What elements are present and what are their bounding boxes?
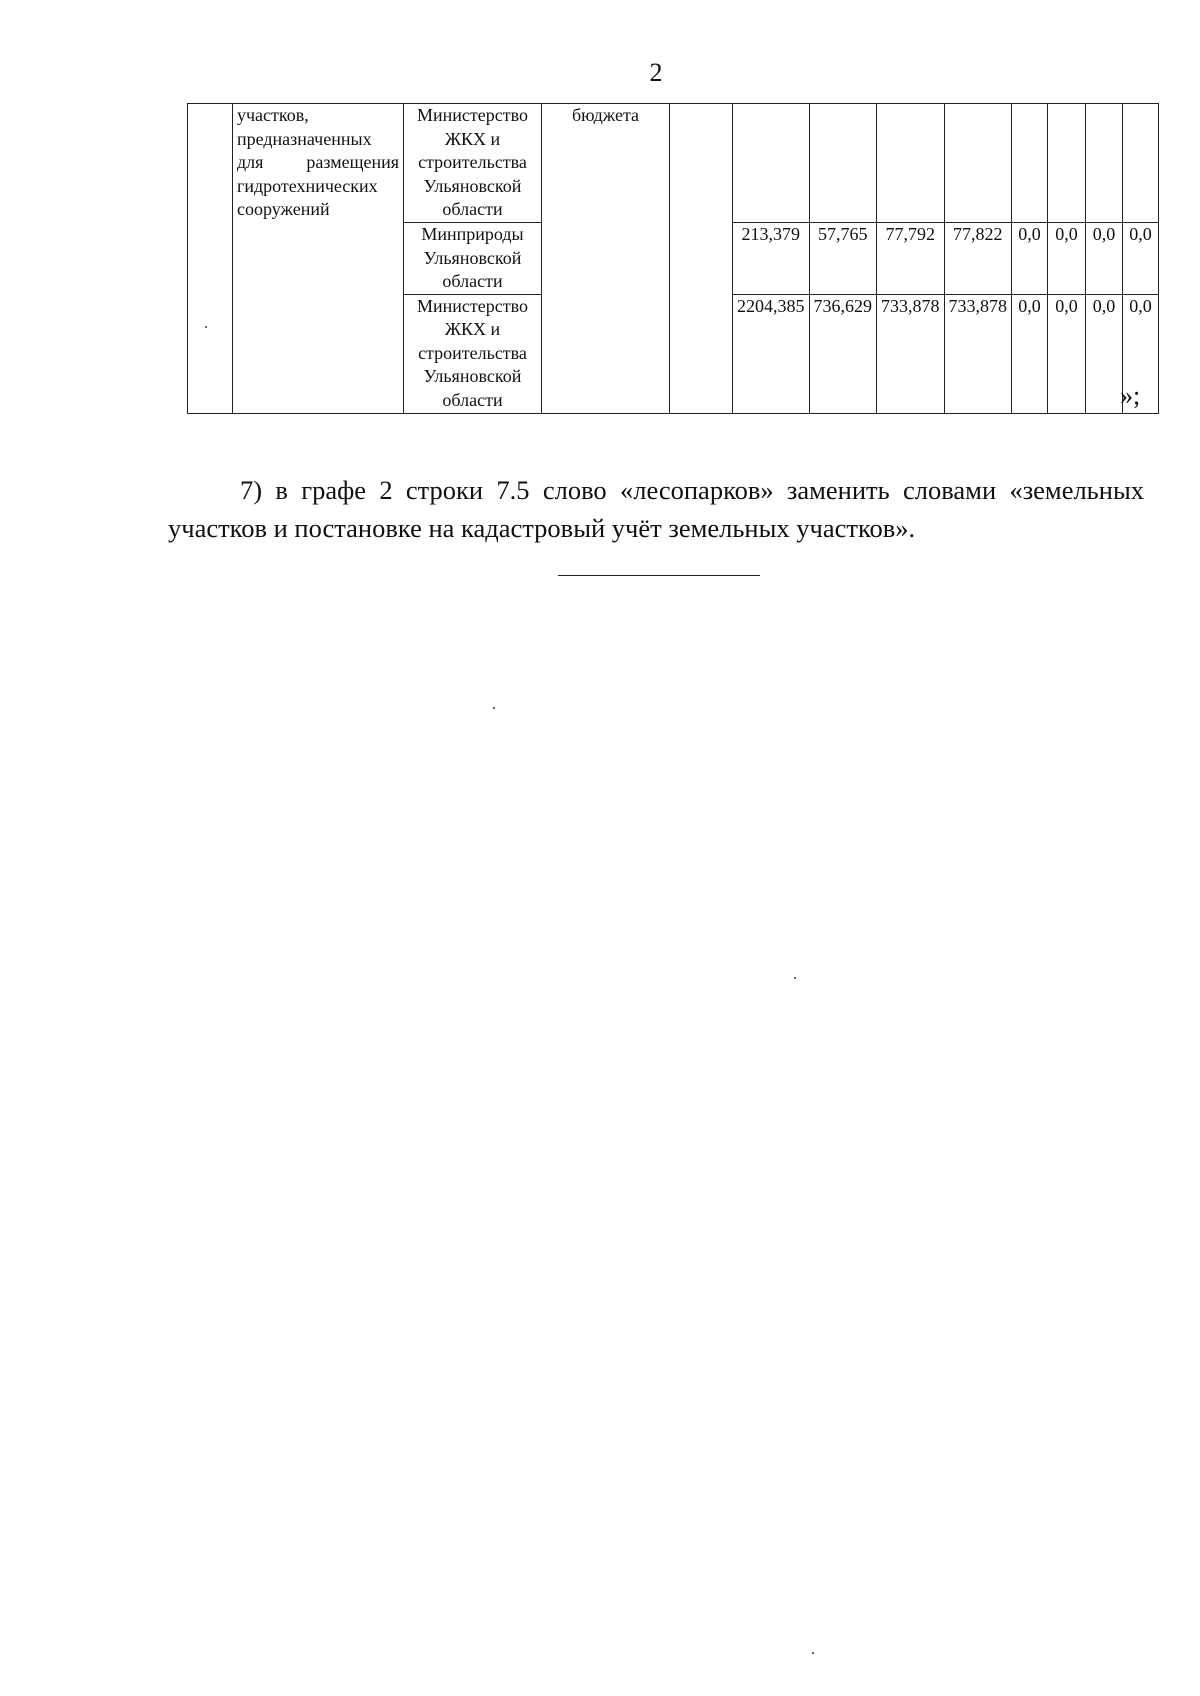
value-year-3 [944,104,1012,223]
value-year-2: 77,792 [877,223,945,295]
end-rule [558,575,760,576]
scan-speck [493,707,495,709]
value-year-7: 0,0 [1123,223,1159,295]
value-total: 2204,385 [733,294,810,413]
value-year-6: 0,0 [1086,294,1123,413]
value-year-3: 733,878 [944,294,1012,413]
scan-speck [205,326,207,328]
value-year-5 [1048,104,1086,223]
value-year-1 [809,104,877,223]
value-year-4: 0,0 [1012,223,1048,295]
executor-cell: Министерство ЖКХ и строительства Ульяновской области [404,294,542,413]
value-year-1: 57,765 [809,223,877,295]
scan-speck [812,1652,814,1654]
value-year-6: 0,0 [1086,223,1123,295]
measure-name-cell: участков, предназначенных для размещения гидротехнических сооружений [233,104,404,414]
value-year-6 [1086,104,1123,223]
closing-quote: »; [1120,381,1141,410]
blank-cell [670,104,733,414]
value-year-1: 736,629 [809,294,877,413]
value-year-2: 733,878 [877,294,945,413]
funding-source-cell: бюджета [542,104,670,414]
program-table [187,103,1159,414]
executor-cell: Министерство ЖКХ и строительства Ульяновской области [404,104,542,223]
amendment-paragraph: 7) в графе 2 строки 7.5 слово «лесопарков» заменить словами «земельных участков и постановке на кадастровый учёт земельных участков». [168,474,1144,543]
executor-cell: Минприроды Ульяновской области [404,223,542,295]
value-total [733,104,810,223]
scan-speck [794,977,796,979]
value-year-7: 0,0 [1123,294,1159,413]
value-year-4: 0,0 [1012,294,1048,413]
value-year-2 [877,104,945,223]
value-total: 213,379 [733,223,810,295]
row-number-cell [188,104,233,414]
page-number: 2 [649,58,663,87]
value-year-4 [1012,104,1048,223]
table-row [188,104,1159,223]
value-year-7 [1123,104,1159,223]
value-year-5: 0,0 [1048,294,1086,413]
value-year-5: 0,0 [1048,223,1086,295]
value-year-3: 77,822 [944,223,1012,295]
